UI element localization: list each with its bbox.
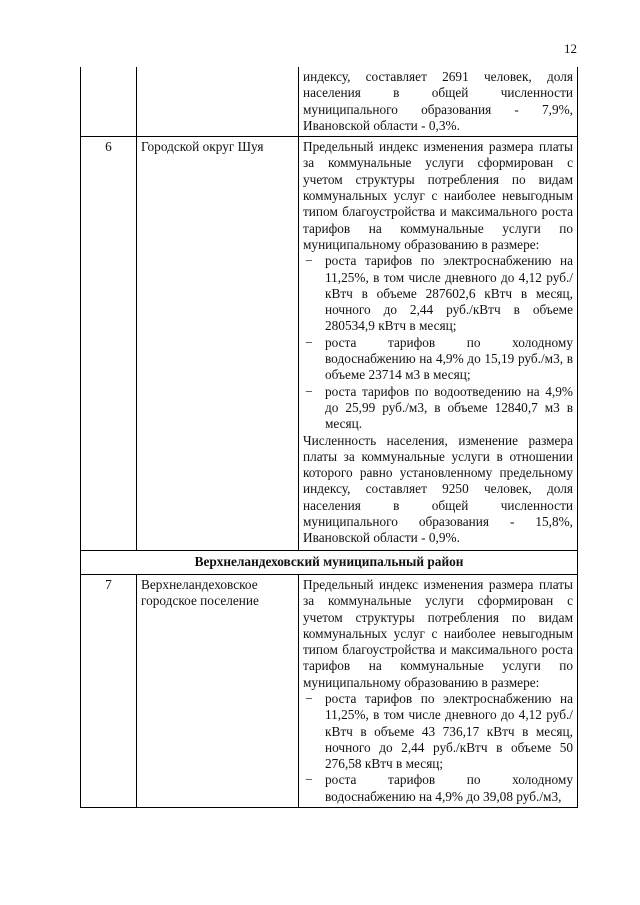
table-row [81, 137, 578, 550]
description-cell [299, 137, 578, 550]
row-number-cell [81, 67, 137, 137]
tariff-list [303, 253, 573, 432]
row-number: 7 [81, 574, 137, 807]
list-item-text: роста тарифов по холодному водоснабжению на 4,9% до 15,19 руб./м3, в объеме 23714 м3 в месяц; [325, 334, 573, 383]
table-row [81, 574, 578, 807]
section-heading-row [81, 550, 578, 574]
description-intro: Предельный индекс изменения размера платы за коммунальные услуги сформирован с учетом структуры потребления по видам коммунальных услуг с наиболее невыгодным типом благоустройства и максимального роста тарифов на коммунальные услуги по муниципальному образованию в размере: [303, 139, 573, 252]
bullet-dash: − [305, 253, 313, 269]
list-item-text: роста тарифов по электроснабжению на 11,25%, в том числе дневного до 4,12 руб./кВтч в объеме 287602,6 кВтч в месяц, ночного до 2,44 руб./кВтч в объеме 280534,9 кВтч в месяц; [325, 253, 573, 334]
municipality-cell [137, 67, 299, 137]
description-cell [299, 67, 578, 137]
list-item-text: роста тарифов по холодному водоснабжению на 4,9% до 39,08 руб./м3, [325, 772, 573, 804]
bullet-dash: − [305, 690, 313, 706]
description-intro: Предельный индекс изменения размера платы за коммунальные услуги сформирован с учетом структуры потребления по видам коммунальных услуг с наиболее невыгодным типом благоустройства и максимального роста тарифов на коммунальные услуги по муниципальному образованию в размере: [303, 576, 573, 690]
municipality-name: Верхнеландеховское городское поселение [137, 574, 299, 807]
description-outro: Численность населения, изменение размера платы за коммунальные услуги в отношении которого равно установленному предельному индексу, составляет 9250 человек, доля населения в общей численности муниципального образования - 15,8%, Ивановской области - 0,9%. [303, 432, 573, 546]
bullet-dash: − [305, 772, 313, 788]
continuation-text: индексу, составляет 2691 человек, доля населения в общей численности муниципального образования - 7,9%, Ивановской области - 0,3%. [303, 69, 573, 133]
section-heading: Верхнеландеховский муниципальный район [81, 550, 578, 574]
list-item [303, 691, 573, 772]
list-item [303, 253, 573, 334]
list-item [303, 384, 573, 433]
list-item [303, 335, 573, 384]
list-item-text: роста тарифов по электроснабжению на 11,25%, в том числе дневного до 4,12 руб./кВтч в объеме 43 736,17 кВтч в месяц, ночного до 2,44 руб./кВтч в объеме 50 276,58 кВтч в месяц; [325, 690, 573, 772]
page-number: 12 [564, 41, 577, 56]
row-number: 6 [81, 137, 137, 550]
list-item-text: роста тарифов по водоотведению на 4,9% до 25,99 руб./м3, в объеме 12840,7 м3 в месяц. [325, 383, 573, 432]
municipality-name: Городской округ Шуя [137, 137, 299, 550]
list-item [303, 772, 573, 805]
bullet-dash: − [305, 383, 313, 399]
tariff-table [80, 67, 578, 808]
bullet-dash: − [305, 334, 313, 350]
tariff-list [303, 691, 573, 805]
description-cell [299, 574, 578, 807]
table-row-continuation [81, 67, 578, 137]
